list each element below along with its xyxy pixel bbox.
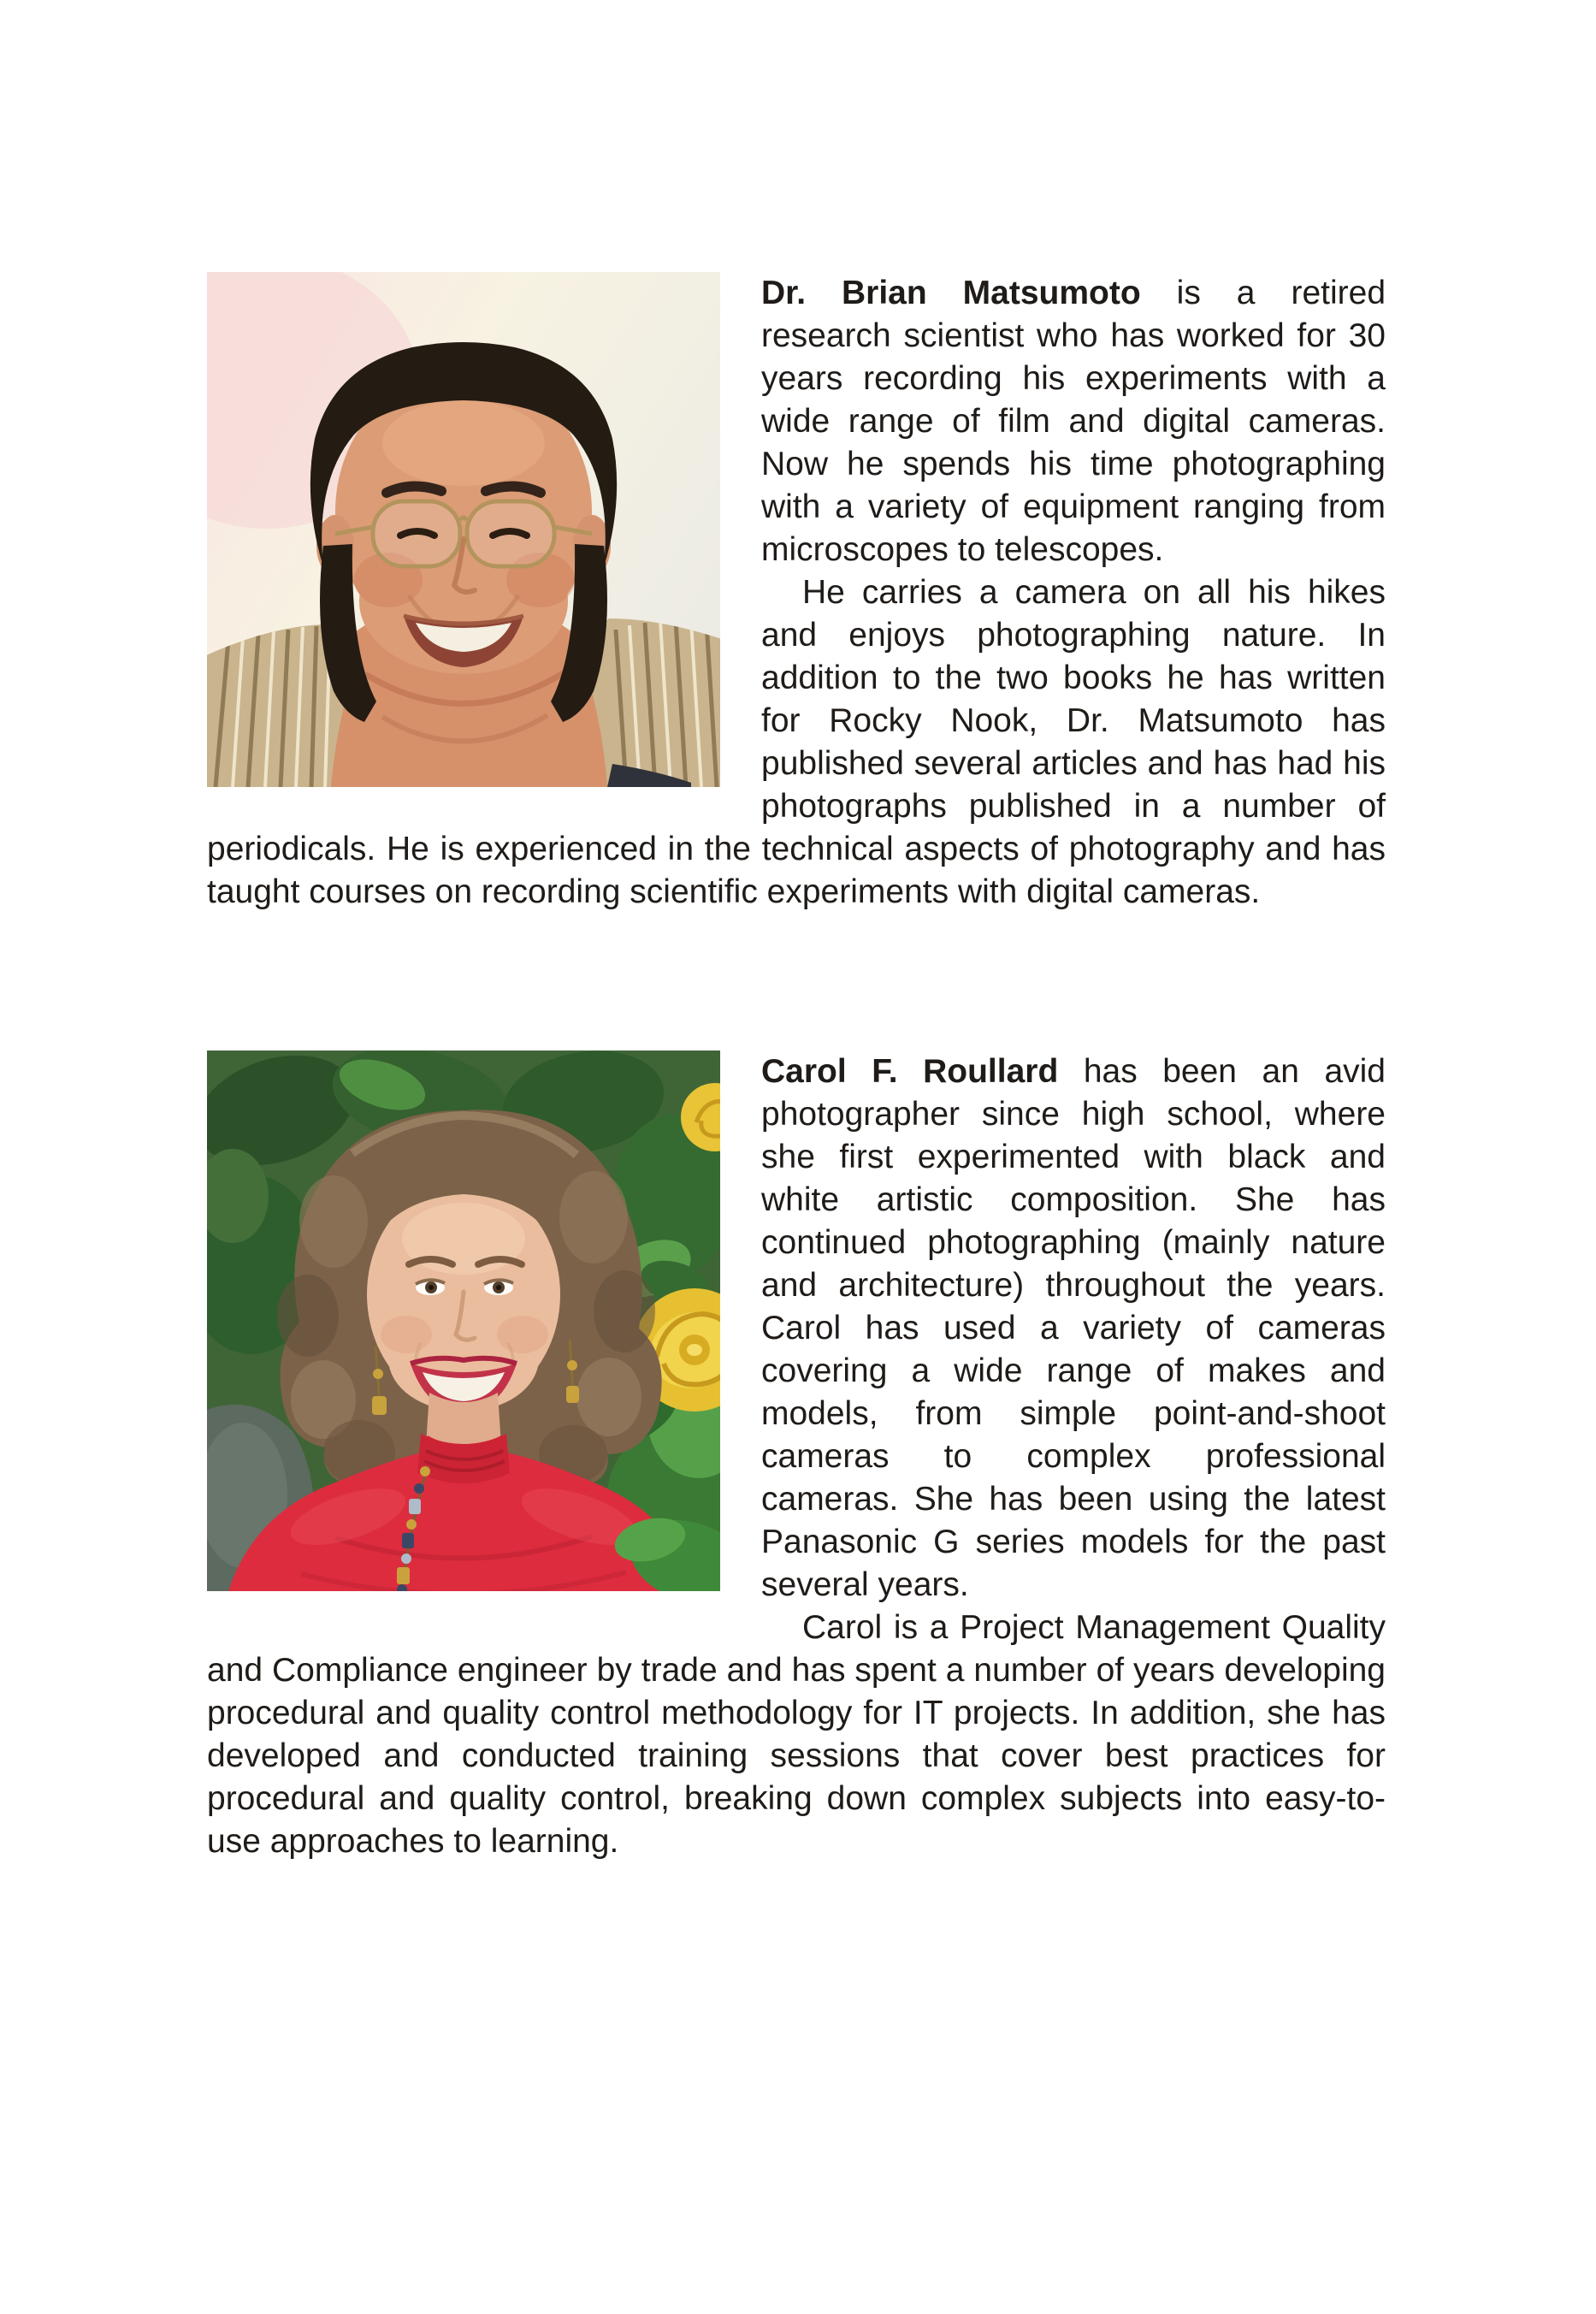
author-photo-brian-matsumoto	[207, 272, 720, 787]
author-bio-carol-roullard	[207, 1050, 1386, 1863]
bio-paragraph-2: He carries a camera on all his hikes and enjoys photographing nature. In addition to the two books he has written for Rocky Nook, Dr. Matsumoto has published several articles and has had his photographs published in a number of periodicals. He is experienced in the technical aspects of photography and has taught courses on recording scientific experiments with digital cameras.	[207, 574, 1386, 910]
bio-paragraph-2: Carol is a Project Management Quality and Compliance engineer by trade and has spent a number of years developing procedural and quality control methodology for IT projects. In addition, she has developed and conducted training sessions that cover best practices for procedural and quality control, breaking down complex subjects into easy-to-use approaches to learning.	[207, 1609, 1386, 1860]
portrait-illustration-brian	[207, 272, 720, 787]
author-photo-carol-roullard	[207, 1050, 720, 1591]
bio-intro-text: is a retired research scientist who has worked for 30 years recording his experiments with a wide range of film and digital cameras. Now he spends his time photographing with a variety of equipment ranging from microscopes to telescopes.	[761, 275, 1386, 568]
author-name-brian: Dr. Brian Matsumoto	[761, 275, 1141, 311]
author-bio-brian-matsumoto	[207, 272, 1386, 914]
author-name-carol: Carol F. Roullard	[761, 1053, 1059, 1090]
portrait-illustration-carol	[207, 1050, 720, 1591]
bio-intro-text: has been an avid photographer since high school, where she first experimented with black and white artistic composition. She has continued photographing (mainly nature and architecture) throughout the years. Carol has used a variety of cameras covering a wide range of makes and models, from simple point-and-shoot cameras to complex professional cameras. She has been using the latest Panasonic G series models for the past several years.	[761, 1053, 1386, 1603]
